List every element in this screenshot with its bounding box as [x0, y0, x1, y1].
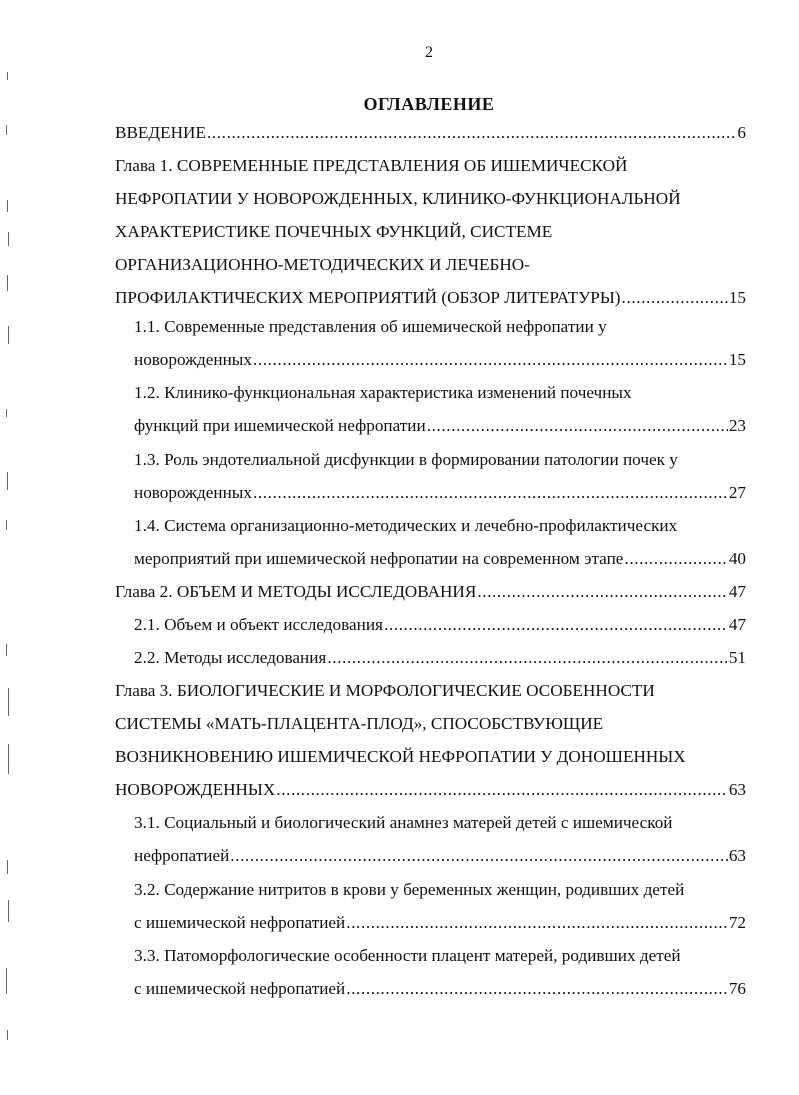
dot-leader	[384, 608, 728, 641]
toc-entry-text: НОВОРОЖДЕННЫХ	[115, 780, 276, 799]
toc-entry-line: ХАРАКТЕРИСТИКЕ ПОЧЕЧНЫХ ФУНКЦИЙ, СИСТЕМЕ	[115, 222, 553, 241]
toc-page-number: 63	[728, 846, 746, 865]
dot-leader	[427, 409, 728, 442]
toc-page-number: 40	[728, 549, 746, 568]
scan-margin-marks	[0, 0, 22, 1095]
toc-page-number: 27	[728, 483, 746, 502]
toc-entry-line: ОРГАНИЗАЦИОННО-МЕТОДИЧЕСКИХ И ЛЕЧЕБНО-	[115, 255, 530, 274]
toc-entry-line: 3.3. Патоморфологические особенности плацент матерей, родивших детей	[134, 946, 681, 965]
toc-entry-section	[134, 873, 746, 939]
toc-entry-final-line	[134, 476, 746, 509]
toc-entry-text: новорожденных	[134, 483, 252, 502]
toc-page-number: 51	[728, 648, 746, 667]
toc-entry-line: 1.2. Клинико-функциональная характеристика изменений почечных	[134, 383, 632, 402]
toc-entry-text: новорожденных	[134, 350, 252, 369]
toc-entry-chapter	[115, 674, 746, 806]
toc-page-number: 63	[728, 780, 746, 799]
dot-leader	[207, 116, 736, 149]
toc-page-number: 76	[728, 979, 746, 998]
toc-entry-line: 3.1. Социальный и биологический анамнез матерей детей с ишемической	[134, 813, 673, 832]
dot-leader	[276, 773, 728, 806]
toc-entry-section	[134, 310, 746, 376]
toc-entry-section	[134, 608, 746, 641]
toc-entry-line: Глава 3. БИОЛОГИЧЕСКИЕ И МОРФОЛОГИЧЕСКИЕ ОСОБЕННОСТИ	[115, 681, 655, 700]
toc-entry-line: 1.3. Роль эндотелиальной дисфункции в формировании патологии почек у	[134, 450, 678, 469]
toc-page-number: 15	[728, 350, 746, 369]
dot-leader	[624, 542, 727, 575]
dot-leader	[327, 641, 727, 674]
toc-entry-final-line	[134, 839, 746, 872]
page-number: 2	[425, 44, 433, 61]
toc-entry-text: функций при ишемической нефропатии	[134, 416, 426, 435]
toc-entry-final-line	[115, 773, 746, 806]
toc-entry-final-line	[134, 343, 746, 376]
dot-leader	[346, 972, 728, 1005]
toc-entry-line: 1.4. Система организационно-методических и лечебно-профилактических	[134, 516, 678, 535]
toc-entry-text: 2.1. Объем и объект исследования	[134, 615, 383, 634]
toc-entry-text: с ишемической нефропатией	[134, 979, 346, 998]
toc-entry-section	[134, 376, 746, 442]
toc-entry-section	[134, 641, 746, 674]
toc-entry-line: СИСТЕМЫ «МАТЬ-ПЛАЦЕНТА-ПЛОД», СПОСОБСТВУЮЩИЕ	[115, 714, 604, 733]
toc-entry-final-line	[134, 542, 746, 575]
toc-entry-final-line	[134, 641, 746, 674]
toc-entry-line: 3.2. Содержание нитритов в крови у беременных женщин, родивших детей	[134, 880, 685, 899]
toc-entry-text: мероприятий при ишемической нефропатии на современном этапе	[134, 549, 624, 568]
toc-entry-section	[134, 443, 746, 509]
toc-page-number: 72	[728, 913, 746, 932]
toc-entry-line: 1.1. Современные представления об ишемической нефропатии у	[134, 317, 607, 336]
toc-entry-text: ПРОФИЛАКТИЧЕСКИХ МЕРОПРИЯТИЙ (ОБЗОР ЛИТЕРАТУРЫ)	[115, 288, 621, 307]
toc-entry-text: с ишемической нефропатией	[134, 913, 346, 932]
toc-entry-text: 2.2. Методы исследования	[134, 648, 327, 667]
toc-entry-line: Глава 1. СОВРЕМЕННЫЕ ПРЕДСТАВЛЕНИЯ ОБ ИШЕМИЧЕСКОЙ	[115, 156, 628, 175]
toc-entry-final-line	[134, 409, 746, 442]
toc-entry-final-line	[134, 906, 746, 939]
toc-page-number: 23	[728, 416, 746, 435]
toc-title: ОГЛАВЛЕНИЕ	[363, 94, 495, 114]
toc-page-number: 47	[728, 615, 746, 634]
toc-page-number: 15	[728, 288, 746, 307]
dot-leader	[230, 839, 728, 872]
toc-entry-line: НЕФРОПАТИИ У НОВОРОЖДЕННЫХ, КЛИНИКО-ФУНКЦИОНАЛЬНОЙ	[115, 189, 681, 208]
toc-entry-chapter	[115, 149, 746, 314]
toc-entry-line: ВОЗНИКНОВЕНИЮ ИШЕМИЧЕСКОЙ НЕФРОПАТИИ У ДОНОШЕННЫХ	[115, 747, 686, 766]
dot-leader	[253, 343, 728, 376]
dot-leader	[346, 906, 728, 939]
toc-entry-final-line	[115, 116, 746, 149]
toc-entry-final-line	[134, 608, 746, 641]
toc-entry-section	[134, 939, 746, 1005]
toc-entry-text: ВВЕДЕНИЕ	[115, 123, 206, 142]
toc-entry-chapter	[115, 116, 746, 149]
dot-leader	[477, 575, 728, 608]
toc-entry-text: Глава 2. ОБЪЕМ И МЕТОДЫ ИССЛЕДОВАНИЯ	[115, 582, 477, 601]
toc-page-number: 6	[737, 123, 746, 142]
toc-entry-text: нефропатией	[134, 846, 230, 865]
toc-entry-section	[134, 806, 746, 872]
toc-entry-final-line	[134, 972, 746, 1005]
dot-leader	[253, 476, 728, 509]
toc-page-number: 47	[728, 582, 746, 601]
toc-entry-final-line	[115, 575, 746, 608]
toc-entry-chapter	[115, 575, 746, 608]
toc-entry-section	[134, 509, 746, 575]
